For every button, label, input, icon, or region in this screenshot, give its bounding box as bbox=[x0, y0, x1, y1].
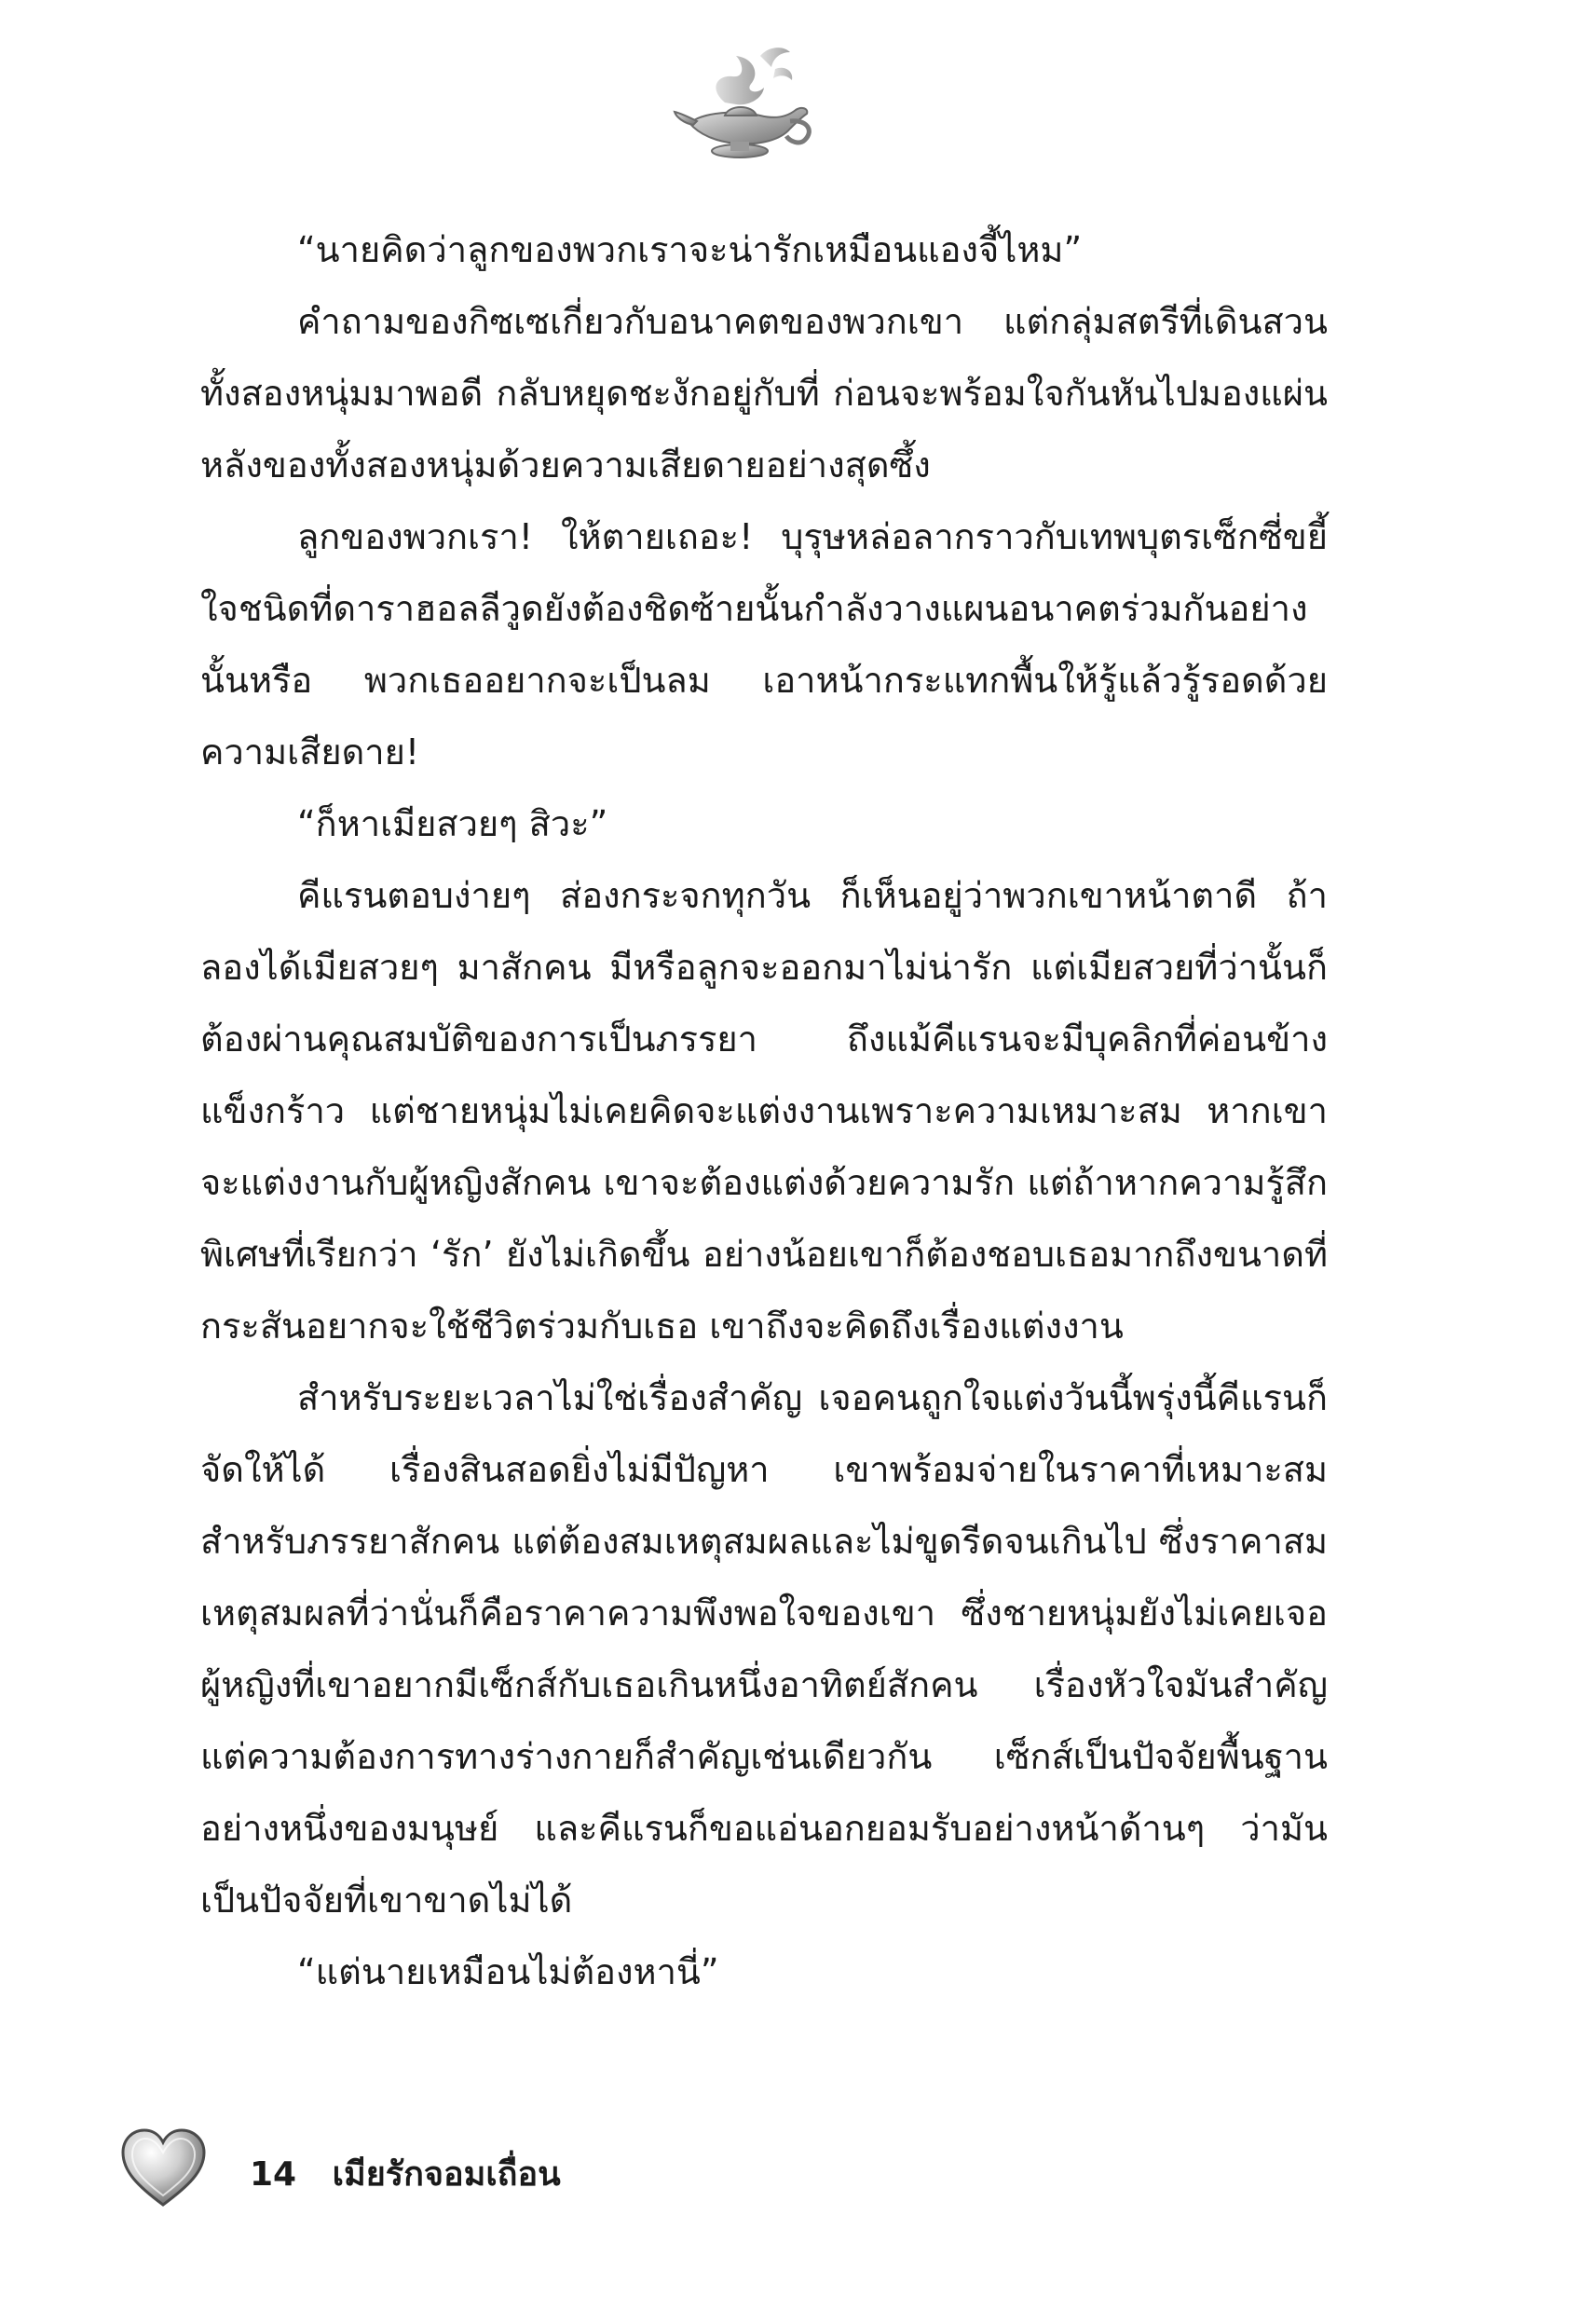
paragraph: “นายคิดว่าลูกของพวกเราจะน่ารักเหมือนแองจี้ไหม” bbox=[297, 229, 1083, 270]
genie-lamp-icon bbox=[671, 37, 820, 163]
paragraph: สำหรับระยะเวลาไม่ใช่เรื่องสำคัญ เจอคนถูกใจแต่งวันนี้พรุ่งนี้คีแรนก็จัดให้ได้ เรื่องสินสอดยิ่งไม่มีปัญหา เขาพร้อมจ่ายในราคาที่เหมาะสม สำหรับภรรยาสักคน แต่ต้องสมเหตุสมผลและไม่ขูดรีดจนเกินไป ซึ่งราคาสมเหตุสมผลที่ว่านั่นก็คือราคาความพึงพอใจของเขา ซึ่งชายหนุ่มยังไม่เคยเจอผู้หญิงที่เขาอยากมีเซ็กส์กับเธอเกินหนึ่งอาทิตย์สักคน เรื่องหัวใจมันสำคัญ แต่ความต้องการทางร่างกายก็สำคัญเช่นเดียวกัน เซ็กส์เป็นปัจจัยพื้นฐานอย่างหนึ่งของมนุษย์ และคีแรนก็ขอแอ่นอกยอมรับอย่างหน้าด้านๆ ว่ามันเป็นปัจจัยที่เขาขาดไม่ได้ bbox=[200, 1377, 1328, 1921]
paragraph: คำถามของกิซเซเกี่ยวกับอนาคตของพวกเขา แต่กลุ่มสตรีที่เดินสวนทั้งสองหนุ่มมาพอดี กลับหยุดชะงักอยู่กับที่ ก่อนจะพร้อมใจกันหันไปมองแผ่นหลังของทั้งสองหนุ่มด้วยความเสียดายอย่างสุดซึ้ง bbox=[200, 301, 1328, 485]
paragraph: “แต่นายเหมือนไม่ต้องหานี่” bbox=[297, 1951, 719, 1992]
heart-icon bbox=[119, 2126, 208, 2210]
paragraph: “ก็หาเมียสวยๆ สิวะ” bbox=[297, 803, 608, 844]
book-title: เมียรักจอมเถื่อน bbox=[332, 2155, 561, 2194]
paragraph: ลูกของพวกเรา! ให้ตายเถอะ! บุรุษหล่อลากราวกับเทพบุตรเซ็กซี่ขยี้ใจชนิดที่ดาราฮอลลีวูดยังต้องชิดซ้ายนั้นกำลังวางแผนอนาคตร่วมกันอย่างนั้นหรือ พวกเธออยากจะเป็นลม เอาหน้ากระแทกพื้นให้รู้แล้วรู้รอดด้วยความเสียดาย! bbox=[200, 516, 1328, 773]
folio bbox=[250, 2147, 561, 2200]
page-footer bbox=[119, 2126, 958, 2220]
body-text bbox=[200, 214, 1328, 2008]
page-number: 14 bbox=[250, 2155, 297, 2194]
paragraph: คีแรนตอบง่ายๆ ส่องกระจกทุกวัน ก็เห็นอยู่ว่าพวกเขาหน้าตาดี ถ้าลองได้เมียสวยๆ มาสักคน มีหรือลูกจะออกมาไม่น่ารัก แต่เมียสวยที่ว่านั้นก็ต้องผ่านคุณสมบัติของการเป็นภรรยา ถึงแม้คีแรนจะมีบุคลิกที่ค่อนข้างแข็งกร้าว แต่ชายหนุ่มไม่เคยคิดจะแต่งงานเพราะความเหมาะสม หากเขาจะแต่งงานกับผู้หญิงสักคน เขาจะต้องแต่งด้วยความรัก แต่ถ้าหากความรู้สึกพิเศษที่เรียกว่า ‘รัก’ ยังไม่เกิดขึ้น อย่างน้อยเขาก็ต้องชอบเธอมากถึงขนาดที่กระสันอยากจะใช้ชีวิตร่วมกับเธอ เขาถึงจะคิดถึงเรื่องแต่งงาน bbox=[200, 875, 1328, 1347]
